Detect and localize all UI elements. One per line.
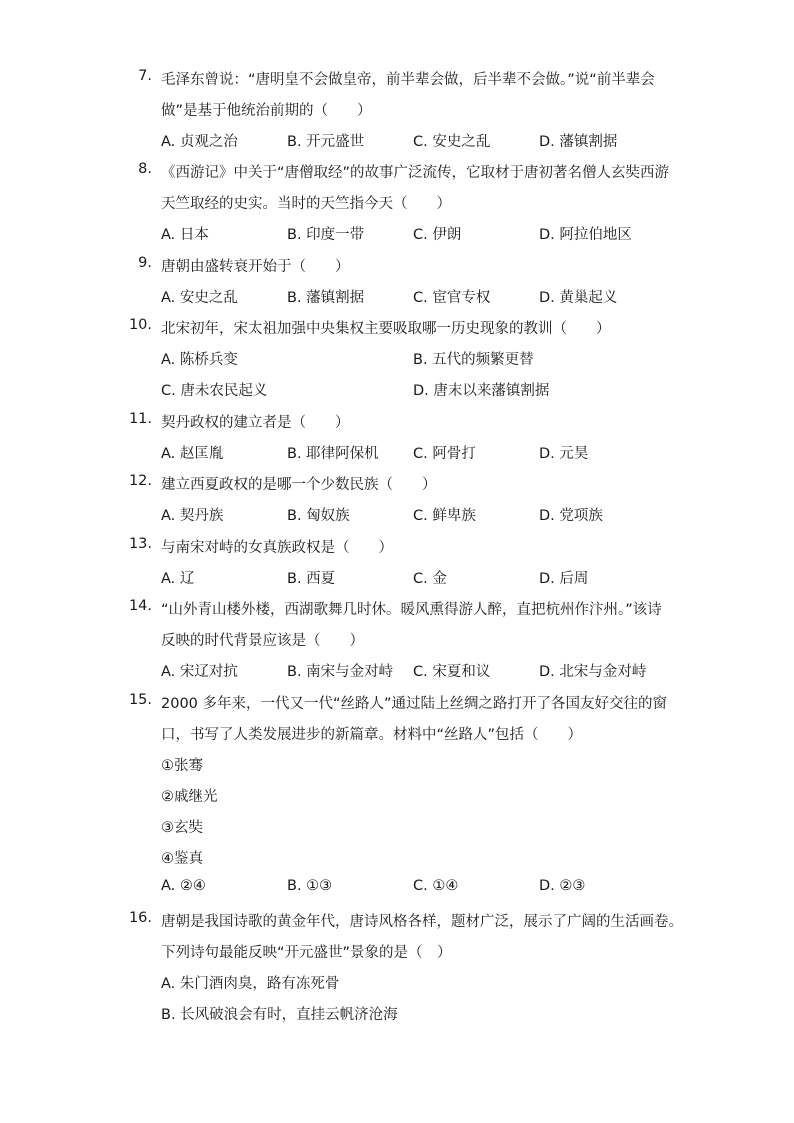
question-stem-line: 建立西夏政权的是哪一个少数民族（ ） — [161, 477, 437, 493]
option-a[interactable]: A. 日本 — [161, 227, 209, 243]
option-a[interactable]: A. 赵匡胤 — [161, 446, 224, 462]
option-a[interactable]: A. 陈桥兵变 — [161, 352, 238, 368]
question-stem-line: 与南宋对峙的女真族政权是（ ） — [161, 540, 393, 556]
question-stem-line: 毛泽东曾说：“唐明皇不会做皇帝，前半辈会做，后半辈不会做。”说“前半辈会 — [161, 72, 655, 88]
material-item: ③玄奘 — [161, 820, 203, 836]
option-d[interactable]: D. 元昊 — [539, 446, 589, 462]
question-number: 16. — [128, 910, 152, 926]
option-b[interactable]: B. 西夏 — [287, 571, 336, 587]
option-c[interactable]: C. 金 — [413, 571, 447, 587]
option-a[interactable]: A. 契丹族 — [161, 508, 224, 524]
option-a[interactable]: A. 朱门酒肉臭，路有冻死骨 — [161, 976, 340, 992]
question-stem-line: 反映的时代背景应该是（ ） — [161, 633, 364, 649]
option-a[interactable]: A. 辽 — [161, 571, 195, 587]
option-d[interactable]: D. 黄巢起义 — [539, 290, 618, 306]
option-c[interactable]: C. 宦官专权 — [413, 290, 491, 306]
option-d[interactable]: D. ②③ — [539, 878, 586, 894]
question-stem-line: 唐朝是我国诗歌的黄金年代，唐诗风格各样，题材广泛，展示了广阔的生活画卷。 — [161, 914, 683, 930]
option-d[interactable]: D. 北宋与金对峙 — [539, 664, 647, 680]
question-number: 9. — [138, 255, 152, 271]
question-stem-line: 做”是基于他统治前期的（ ） — [161, 103, 372, 119]
option-b[interactable]: B. 匈奴族 — [287, 508, 350, 524]
question-number: 11. — [128, 411, 152, 427]
option-b[interactable]: B. 印度一带 — [287, 227, 365, 243]
option-c[interactable]: C. 伊朗 — [413, 227, 462, 243]
question-number: 7. — [138, 68, 152, 84]
material-item: ②戚继光 — [161, 789, 218, 805]
question-number: 12. — [128, 473, 152, 489]
question-number: 10. — [128, 317, 152, 333]
option-b[interactable]: B. 长风破浪会有时，直挂云帆济沧海 — [161, 1007, 398, 1023]
option-b[interactable]: B. ①③ — [287, 878, 333, 894]
question-stem-line: 下列诗句最能反映“开元盛世”景象的是（ ） — [161, 945, 452, 961]
question-number: 13. — [128, 536, 152, 552]
option-a[interactable]: A. 安史之乱 — [161, 290, 238, 306]
question-stem-line: 契丹政权的建立者是（ ） — [161, 415, 350, 431]
option-c[interactable]: C. 安史之乱 — [413, 134, 491, 150]
option-c[interactable]: C. 鲜卑族 — [413, 508, 476, 524]
option-d[interactable]: D. 唐末以来藩镇割据 — [413, 383, 550, 399]
option-b[interactable]: B. 五代的频繁更替 — [413, 352, 534, 368]
question-stem-line: 口，书写了人类发展进步的新篇章。材料中“丝路人”包括（ ） — [161, 727, 583, 743]
option-b[interactable]: B. 藩镇割据 — [287, 290, 365, 306]
option-b[interactable]: B. 耶律阿保机 — [287, 446, 379, 462]
question-stem-line: 唐朝由盛转衰开始于（ ） — [161, 259, 350, 275]
option-c[interactable]: C. 唐未农民起义 — [161, 383, 268, 399]
question-stem-line: 2000 多年来，一代又一代“丝路人”通过陆上丝绸之路打开了各国友好交往的窗 — [161, 696, 668, 712]
question-stem-line: 北宋初年，宋太祖加强中央集权主要吸取哪一历史现象的教训（ ） — [161, 321, 611, 337]
question-number: 8. — [138, 161, 152, 177]
option-c[interactable]: C. 阿骨打 — [413, 446, 476, 462]
option-a[interactable]: A. ②④ — [161, 878, 206, 894]
option-b[interactable]: B. 开元盛世 — [287, 134, 365, 150]
question-stem-line: 天竺取经的史实。当时的天竺指今天（ ） — [161, 196, 451, 212]
option-b[interactable]: B. 南宋与金对峙 — [287, 664, 394, 680]
question-number: 15. — [128, 692, 152, 708]
option-c[interactable]: C. ①④ — [413, 878, 459, 894]
option-d[interactable]: D. 阿拉伯地区 — [539, 227, 632, 243]
option-d[interactable]: D. 后周 — [539, 571, 589, 587]
option-a[interactable]: A. 贞观之治 — [161, 134, 238, 150]
option-a[interactable]: A. 宋辽对抗 — [161, 664, 238, 680]
question-stem-line: 《西游记》中关于“唐僧取经”的故事广泛流传，它取材于唐初著名僧人玄奘西游 — [161, 165, 670, 181]
option-d[interactable]: D. 藩镇割据 — [539, 134, 618, 150]
question-stem-line: “山外青山楼外楼，西湖歌舞几时休。暖风熏得游人醉，直把杭州作汴州。”该诗 — [161, 602, 662, 618]
option-c[interactable]: C. 宋夏和议 — [413, 664, 491, 680]
material-item: ①张骞 — [161, 758, 203, 774]
material-item: ④鉴真 — [161, 851, 203, 867]
question-number: 14. — [128, 598, 152, 614]
option-d[interactable]: D. 党项族 — [539, 508, 603, 524]
